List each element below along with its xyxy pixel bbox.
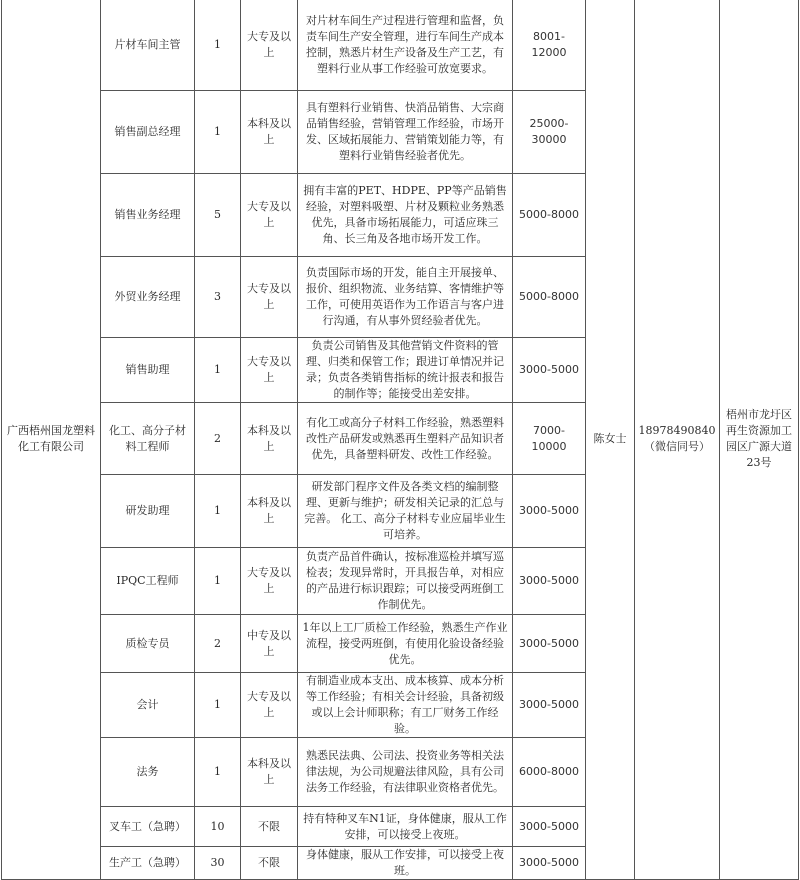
salary-range: 5000-8000 xyxy=(513,257,586,338)
job-description: 负责产品首件确认，按标准巡检并填写巡检表；发现异常时，开具报告单，对相应的产品进行标识跟踪；可以接受两班倒工作制优先。 xyxy=(298,548,513,615)
job-description: 对片材车间生产过程进行管理和监督，负责车间生产安全管理，进行车间生产成本控制，熟悉片材生产设备及生产工艺，有塑料行业从事工作经验可放宽要求。 xyxy=(298,0,513,91)
salary-range: 5000-8000 xyxy=(513,174,586,257)
job-listing-table xyxy=(1,0,799,880)
job-title: 法务 xyxy=(101,738,195,807)
job-description: 持有特种叉车N1证，身体健康，服从工作安排，可以接受上夜班。 xyxy=(298,807,513,847)
education-requirement: 大专及以上 xyxy=(241,0,298,91)
job-description: 负责国际市场的开发，能自主开展接单、报价、组织物流、业务结算、客情维护等工作，可使用英语作为工作语言与客户进行沟通，有从事外贸经验者优先。 xyxy=(298,257,513,338)
education-requirement: 本科及以上 xyxy=(241,475,298,548)
job-title: 外贸业务经理 xyxy=(101,257,195,338)
headcount: 1 xyxy=(195,738,241,807)
headcount: 2 xyxy=(195,615,241,673)
job-title: 会计 xyxy=(101,673,195,738)
salary-range: 8001-12000 xyxy=(513,0,586,91)
salary-range: 3000-5000 xyxy=(513,338,586,403)
job-title: 生产工（急聘） xyxy=(101,847,195,880)
headcount: 3 xyxy=(195,257,241,338)
salary-range: 3000-5000 xyxy=(513,673,586,738)
contact-person: 陈女士 xyxy=(586,0,635,880)
table-row xyxy=(2,0,799,91)
education-requirement: 本科及以上 xyxy=(241,91,298,174)
contact-phone xyxy=(635,0,720,880)
headcount: 1 xyxy=(195,0,241,91)
company-name: 广西梧州国龙塑料化工有限公司 xyxy=(2,0,101,880)
education-requirement: 大专及以上 xyxy=(241,673,298,738)
education-requirement: 大专及以上 xyxy=(241,257,298,338)
headcount: 30 xyxy=(195,847,241,880)
phone-number: 18978490840 xyxy=(638,424,716,437)
headcount: 1 xyxy=(195,548,241,615)
salary-range: 3000-5000 xyxy=(513,615,586,673)
headcount: 2 xyxy=(195,403,241,475)
job-description: 具有塑料行业销售、快消品销售、大宗商品销售经验，营销管理工作经验，市场开发、区域拓展能力、营销策划能力等，有塑料行业销售经验者优先。 xyxy=(298,91,513,174)
job-title: 销售业务经理 xyxy=(101,174,195,257)
headcount: 10 xyxy=(195,807,241,847)
headcount: 5 xyxy=(195,174,241,257)
job-description: 有化工或高分子材料工作经验，熟悉塑料改性产品研发或熟悉再生塑料产品知识者优先，具备塑料研发、改性工作经验。 xyxy=(298,403,513,475)
job-description: 有制造业成本支出、成本核算、成本分析等工作经验；有相关会计经验，具备初级或以上会计师职称；有工厂财务工作经验。 xyxy=(298,673,513,738)
job-description: 拥有丰富的PET、HDPE、PP等产品销售经验，对塑料吸塑、片材及颗粒业务熟悉优先，具备市场拓展能力，可适应珠三角、长三角及各地市场开发工作。 xyxy=(298,174,513,257)
salary-range: 6000-8000 xyxy=(513,738,586,807)
job-description: 1年以上工厂质检工作经验，熟悉生产作业流程，接受两班倒，有使用化验设备经验优先。 xyxy=(298,615,513,673)
education-requirement: 不限 xyxy=(241,847,298,880)
job-description: 研发部门程序文件及各类文档的编制整理、更新与维护；研发相关记录的汇总与完善。 化工、高分子材料专业应届毕业生可培养。 xyxy=(298,475,513,548)
education-requirement: 大专及以上 xyxy=(241,548,298,615)
headcount: 1 xyxy=(195,475,241,548)
salary-range: 3000-5000 xyxy=(513,548,586,615)
job-description: 熟悉民法典、公司法、投资业务等相关法律法规，为公司规避法律风险，具有公司法务工作经验，有法律职业资格者优先。 xyxy=(298,738,513,807)
education-requirement: 中专及以上 xyxy=(241,615,298,673)
headcount: 1 xyxy=(195,91,241,174)
salary-range: 3000-5000 xyxy=(513,807,586,847)
work-address: 梧州市龙圩区再生资源加工园区广源大道23号 xyxy=(720,0,799,880)
job-description: 负责公司销售及其他营销文件资料的管理、归类和保管工作；跟进订单情况并记录；负责各类销售指标的统计报表和报告的制作等；能接受出差安排。 xyxy=(298,338,513,403)
headcount: 1 xyxy=(195,673,241,738)
job-title: 销售助理 xyxy=(101,338,195,403)
salary-range: 3000-5000 xyxy=(513,475,586,548)
job-title: 叉车工（急聘） xyxy=(101,807,195,847)
job-title: 化工、高分子材料工程师 xyxy=(101,403,195,475)
salary-range: 3000-5000 xyxy=(513,847,586,880)
phone-note: （微信同号） xyxy=(644,440,710,453)
job-title: IPQC工程师 xyxy=(101,548,195,615)
education-requirement: 不限 xyxy=(241,807,298,847)
education-requirement: 本科及以上 xyxy=(241,403,298,475)
education-requirement: 大专及以上 xyxy=(241,338,298,403)
job-title: 质检专员 xyxy=(101,615,195,673)
salary-range: 25000-30000 xyxy=(513,91,586,174)
education-requirement: 大专及以上 xyxy=(241,174,298,257)
job-description: 身体健康，服从工作安排，可以接受上夜班。 xyxy=(298,847,513,880)
salary-range: 7000-10000 xyxy=(513,403,586,475)
job-title: 片材车间主管 xyxy=(101,0,195,91)
job-title: 销售副总经理 xyxy=(101,91,195,174)
headcount: 1 xyxy=(195,338,241,403)
job-title: 研发助理 xyxy=(101,475,195,548)
education-requirement: 本科及以上 xyxy=(241,738,298,807)
